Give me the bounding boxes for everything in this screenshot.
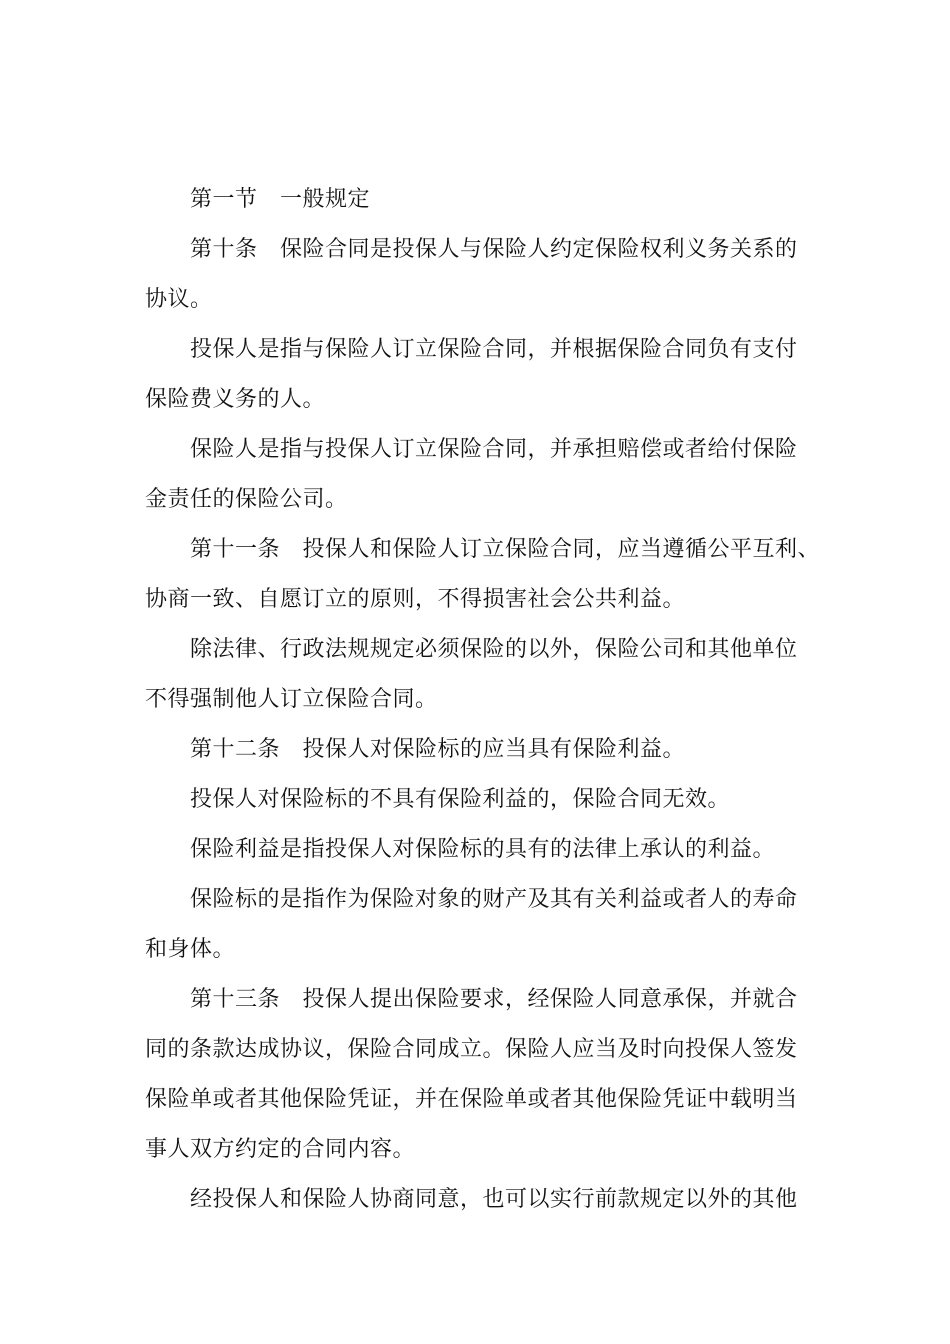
other-forms-line-1: 经投保人和保险人协商同意，也可以实行前款规定以外的其他 xyxy=(190,1187,798,1212)
article-12-line-1: 第十二条 投保人对保险标的应当具有保险利益。 xyxy=(190,737,686,762)
insurable-interest-void-line: 投保人对保险标的不具有保险利益的，保险合同无效。 xyxy=(190,787,731,812)
applicant-definition-line-2: 保险费义务的人。 xyxy=(145,387,326,412)
applicant-definition-line-1: 投保人是指与保险人订立保险合同，并根据保险合同负有支付 xyxy=(190,337,798,362)
subject-matter-definition-line-2: 和身体。 xyxy=(145,937,236,962)
article-10-line-2: 协议。 xyxy=(145,287,213,312)
insurer-definition-line-2: 金责任的保险公司。 xyxy=(145,487,348,512)
article-13-line-1: 第十三条 投保人提出保险要求，经保险人同意承保，并就合 xyxy=(190,987,798,1012)
section-heading: 第一节 一般规定 xyxy=(190,187,371,212)
insurer-definition-line-1: 保险人是指与投保人订立保险合同，并承担赔偿或者给付保险 xyxy=(190,437,798,462)
subject-matter-definition-line-1: 保险标的是指作为保险对象的财产及其有关利益或者人的寿命 xyxy=(190,887,798,912)
article-11-line-1: 第十一条 投保人和保险人订立保险合同，应当遵循公平互利、 xyxy=(190,537,821,562)
insurable-interest-definition-line: 保险利益是指投保人对保险标的具有的法律上承认的利益。 xyxy=(190,837,776,862)
compulsory-insurance-line-1: 除法律、行政法规规定必须保险的以外，保险公司和其他单位 xyxy=(190,637,798,662)
article-11-line-2: 协商一致、自愿订立的原则，不得损害社会公共利益。 xyxy=(145,587,686,612)
compulsory-insurance-line-2: 不得强制他人订立保险合同。 xyxy=(145,687,438,712)
article-13-line-4: 事人双方约定的合同内容。 xyxy=(145,1137,416,1162)
article-13-line-2: 同的条款达成协议，保险合同成立。保险人应当及时向投保人签发 xyxy=(145,1037,798,1062)
article-13-line-3: 保险单或者其他保险凭证，并在保险单或者其他保险凭证中载明当 xyxy=(145,1087,798,1112)
article-10-line-1: 第十条 保险合同是投保人与保险人约定保险权利义务关系的 xyxy=(190,237,798,262)
